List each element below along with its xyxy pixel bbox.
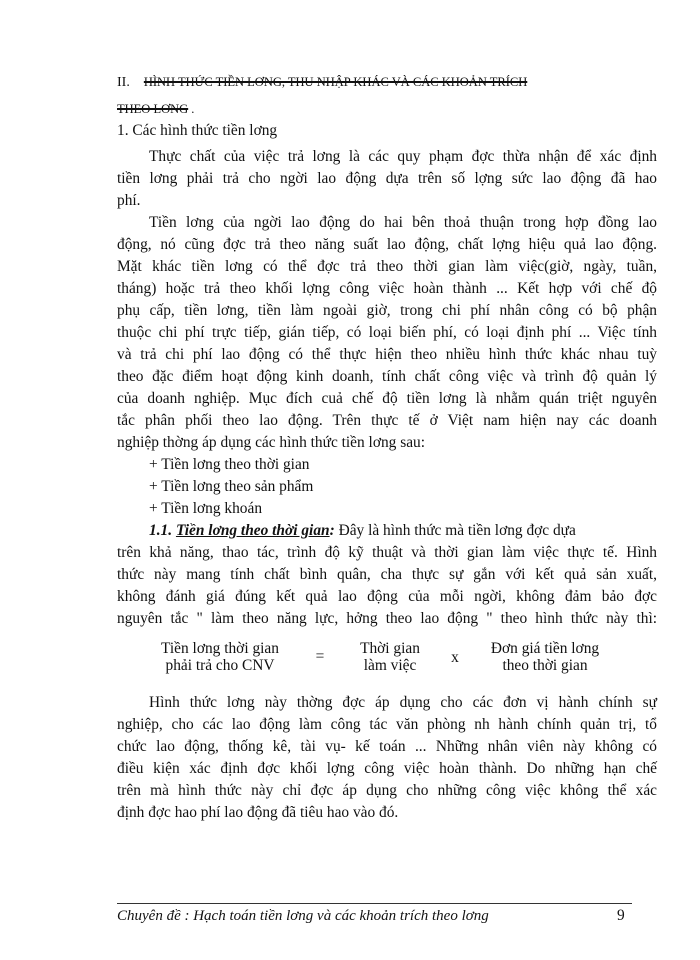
subsection-title: 1. Các hình thức tiền lơng bbox=[117, 122, 278, 139]
paragraph-line: phí. bbox=[117, 192, 141, 209]
footer-divider bbox=[117, 903, 632, 904]
paragraph-line: tiền lơng phải trả cho ngời lao động dựa trên số lợng sức lao động đã hao bbox=[117, 170, 657, 187]
paragraph-line: nghiệp thờng áp dụng các hình thức tiền lơng sau: bbox=[117, 434, 426, 451]
formula-mid-line1: Thời gian bbox=[360, 640, 420, 657]
formula-rhs-line2: theo thời gian bbox=[502, 657, 588, 674]
heading-roman: II. bbox=[117, 75, 130, 90]
paragraph-line: tắc phân phối theo lao động. Trên thực tế ở Việt nam hiện nay các doanh bbox=[117, 412, 657, 429]
paragraph-line: trên khả năng, thao tác, trình độ kỹ thuật và thời gian làm việc thực tế. Hình bbox=[117, 544, 657, 561]
list-item: + Tiền lơng theo sản phẩm bbox=[149, 478, 314, 495]
paragraph-line: không đánh giá đúng kết quả lao động của mỗi ngời, không đảm bảo đợc bbox=[117, 588, 657, 605]
heading-line2: THEO LƠNG bbox=[117, 102, 189, 116]
formula-rhs bbox=[470, 640, 620, 674]
paragraph-line: trên mà hình thức này chỉ đợc áp dụng cho những công việc không thể xác bbox=[117, 782, 657, 799]
list-item: + Tiền lơng khoán bbox=[149, 500, 263, 517]
list-item: + Tiền lơng theo thời gian bbox=[149, 456, 310, 473]
subsection-title-1-1: Tiền lơng theo thời gian bbox=[175, 522, 330, 539]
formula-times: x bbox=[451, 649, 459, 666]
formula-lhs bbox=[140, 640, 300, 674]
formula-rhs-line1: Đơn giá tiền lơng bbox=[490, 640, 600, 657]
paragraph-line: chức lao động, thống kê, tài vụ- kế toán ... Những nhân viên này không có bbox=[117, 738, 657, 755]
subsection-1-1 bbox=[149, 520, 657, 542]
footer-title: Chuyên đề : Hạch toán tiền lơng và các khoản trích theo lơng bbox=[117, 908, 489, 924]
paragraph-line: nguyên tắc " làm theo năng lực, hởng theo lao động " theo hình thức này thì: bbox=[117, 610, 657, 627]
paragraph-line: Hình thức lơng này thờng đợc áp dụng cho các đơn vị hành chính sự bbox=[149, 694, 657, 711]
section-heading-continued bbox=[117, 98, 657, 120]
paragraph-line: Thực chất của việc trả lơng là các quy phạm đợc thừa nhận để xác định bbox=[149, 148, 657, 165]
paragraph-line: thức này mang tính chất bình quân, cha thực sự gắn với kết quả sản xuất, bbox=[117, 566, 657, 583]
paragraph-line: thuộc chi phí trực tiếp, gián tiếp, có loại biến phí, có loại định phí ... Việc tính bbox=[117, 324, 657, 341]
paragraph-line: phụ cấp, tiền lơng, tiền làm ngoài giờ, trong chi phí nhân công có bộ phận bbox=[117, 302, 657, 319]
subsection-number: 1.1. bbox=[149, 522, 173, 539]
formula-lhs-line2: phải trả cho CNV bbox=[165, 657, 275, 674]
subsection-lead: Đây là hình thức mà tiền lơng đợc dựa bbox=[334, 522, 576, 539]
paragraph-line: và trả chi phí lao động có thể thực hiện theo nhiều hình thức khác nhau tuỳ bbox=[117, 346, 657, 363]
formula-mid-line2: làm việc bbox=[363, 657, 417, 674]
paragraph-line: động, nó cũng đợc trả theo năng suất lao động, chất lợng hiệu quả lao động. bbox=[117, 236, 657, 253]
paragraph-line: của doanh nghiệp. Mục đích cuả chế độ tiền lơng là nhằm quán triệt nguyên bbox=[117, 390, 657, 407]
heading-line1: HÌNH THỨC TIỀN LƠNG, THU NHẬP KHÁC VÀ CÁC KHOẢN TRÍCH bbox=[143, 75, 528, 89]
paragraph-line: theo đặc điểm hoạt động kinh doanh, tính chất công việc và trình độ quản lý bbox=[117, 368, 657, 385]
paragraph-line: định đợc hao phí lao động đã tiêu hao vào đó. bbox=[117, 804, 399, 821]
heading-line2-end: . bbox=[188, 102, 195, 116]
formula-lhs-line1: Tiền lơng thời gian bbox=[161, 640, 279, 657]
subsection-colon: : bbox=[329, 522, 335, 539]
paragraph-line: tháng) hoặc trả theo khối lợng công việc hoàn thành ... Kết hợp với chế độ bbox=[117, 280, 657, 297]
paragraph-line: nghiệp, cho các lao động làm công tác văn phòng nh hành chính quản trị, tổ bbox=[117, 716, 657, 733]
page-number: 9 bbox=[617, 907, 625, 924]
formula-equals: = bbox=[315, 648, 325, 665]
paragraph-line: điều kiện xác định đợc khối lợng công việc hoàn thành. Do những hạn chế bbox=[117, 760, 657, 777]
formula-mid bbox=[340, 640, 440, 674]
paragraph-line: Mặt khác tiền lơng có thể đợc trả theo thời gian làm việc(giờ, ngày, tuần, bbox=[117, 258, 657, 275]
section-heading bbox=[117, 71, 657, 94]
paragraph-line: Tiền lơng của ngời lao động do hai bên thoả thuận trong hợp đồng lao bbox=[149, 214, 657, 231]
